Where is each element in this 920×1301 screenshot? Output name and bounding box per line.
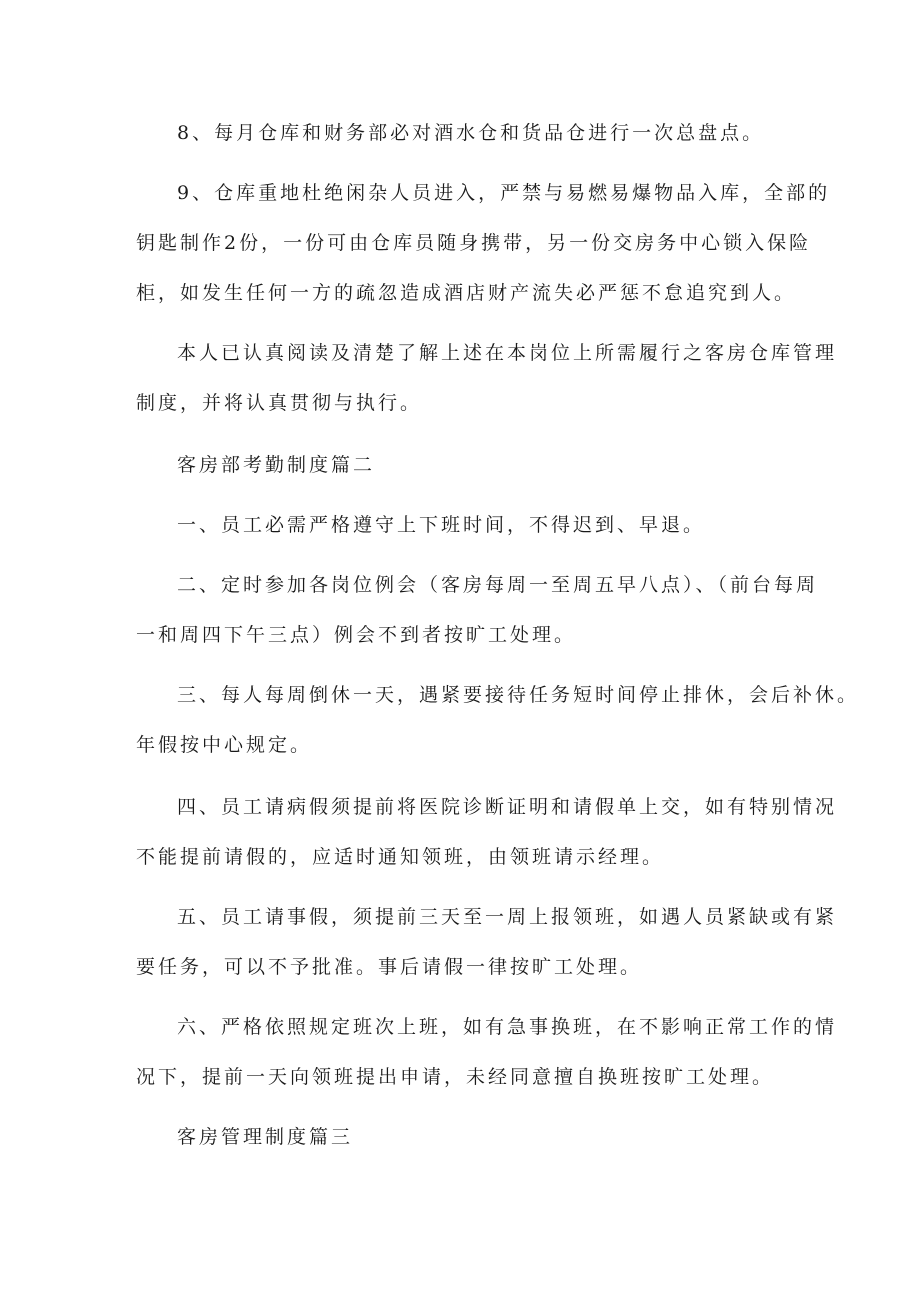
text-line: 三、每人每周倒休一天，遇紧要接待任务短时间停止排休，会后补休。 bbox=[177, 684, 860, 706]
text-line: 9、仓库重地杜绝闲杂人员进入，严禁与易燃易爆物品入库，全部的 bbox=[177, 182, 831, 204]
text-line: 五、员工请事假，须提前三天至一周上报领班，如遇人员紧缺或有紧 bbox=[177, 906, 838, 928]
section-heading: 客房管理制度篇三 bbox=[177, 1126, 354, 1148]
text-line: 不能提前请假的，应适时通知领班，由领班请示经理。 bbox=[136, 846, 665, 868]
text-line: 六、严格依照规定班次上班，如有急事换班，在不影响正常工作的情 bbox=[177, 1016, 838, 1038]
text-line: 要任务，可以不予批准。事后请假一律按旷工处理。 bbox=[136, 956, 643, 978]
text-line: 本人已认真阅读及清楚了解上述在本岗位上所需履行之客房仓库管理 bbox=[177, 342, 838, 364]
text-line: 柜，如发生任何一方的疏忽造成酒店财产流失必严惩不怠追究到人。 bbox=[136, 282, 797, 304]
text-line: 况下，提前一天向领班提出申请，未经同意擅自换班按旷工处理。 bbox=[136, 1066, 775, 1088]
text-line: 一、员工必需严格遵守上下班时间，不得迟到、早退。 bbox=[177, 514, 706, 536]
section-heading: 客房部考勤制度篇二 bbox=[177, 454, 376, 476]
text-line: 四、员工请病假须提前将医院诊断证明和请假单上交，如有特别情况 bbox=[177, 796, 838, 818]
text-line: 8、每月仓库和财务部必对酒水仓和货品仓进行一次总盘点。 bbox=[177, 122, 765, 144]
text-line: 制度，并将认真贯彻与执行。 bbox=[136, 392, 423, 414]
text-line: 年假按中心规定。 bbox=[136, 734, 313, 756]
text-line: 钥匙制作2份，一份可由仓库员随身携带，另一份交房务中心锁入保险 bbox=[136, 232, 812, 254]
text-line: 二、定时参加各岗位例会（客房每周一至周五早八点）、（前台每周 bbox=[177, 574, 819, 596]
text-line: 一和周四下午三点）例会不到者按旷工处理。 bbox=[136, 624, 577, 646]
